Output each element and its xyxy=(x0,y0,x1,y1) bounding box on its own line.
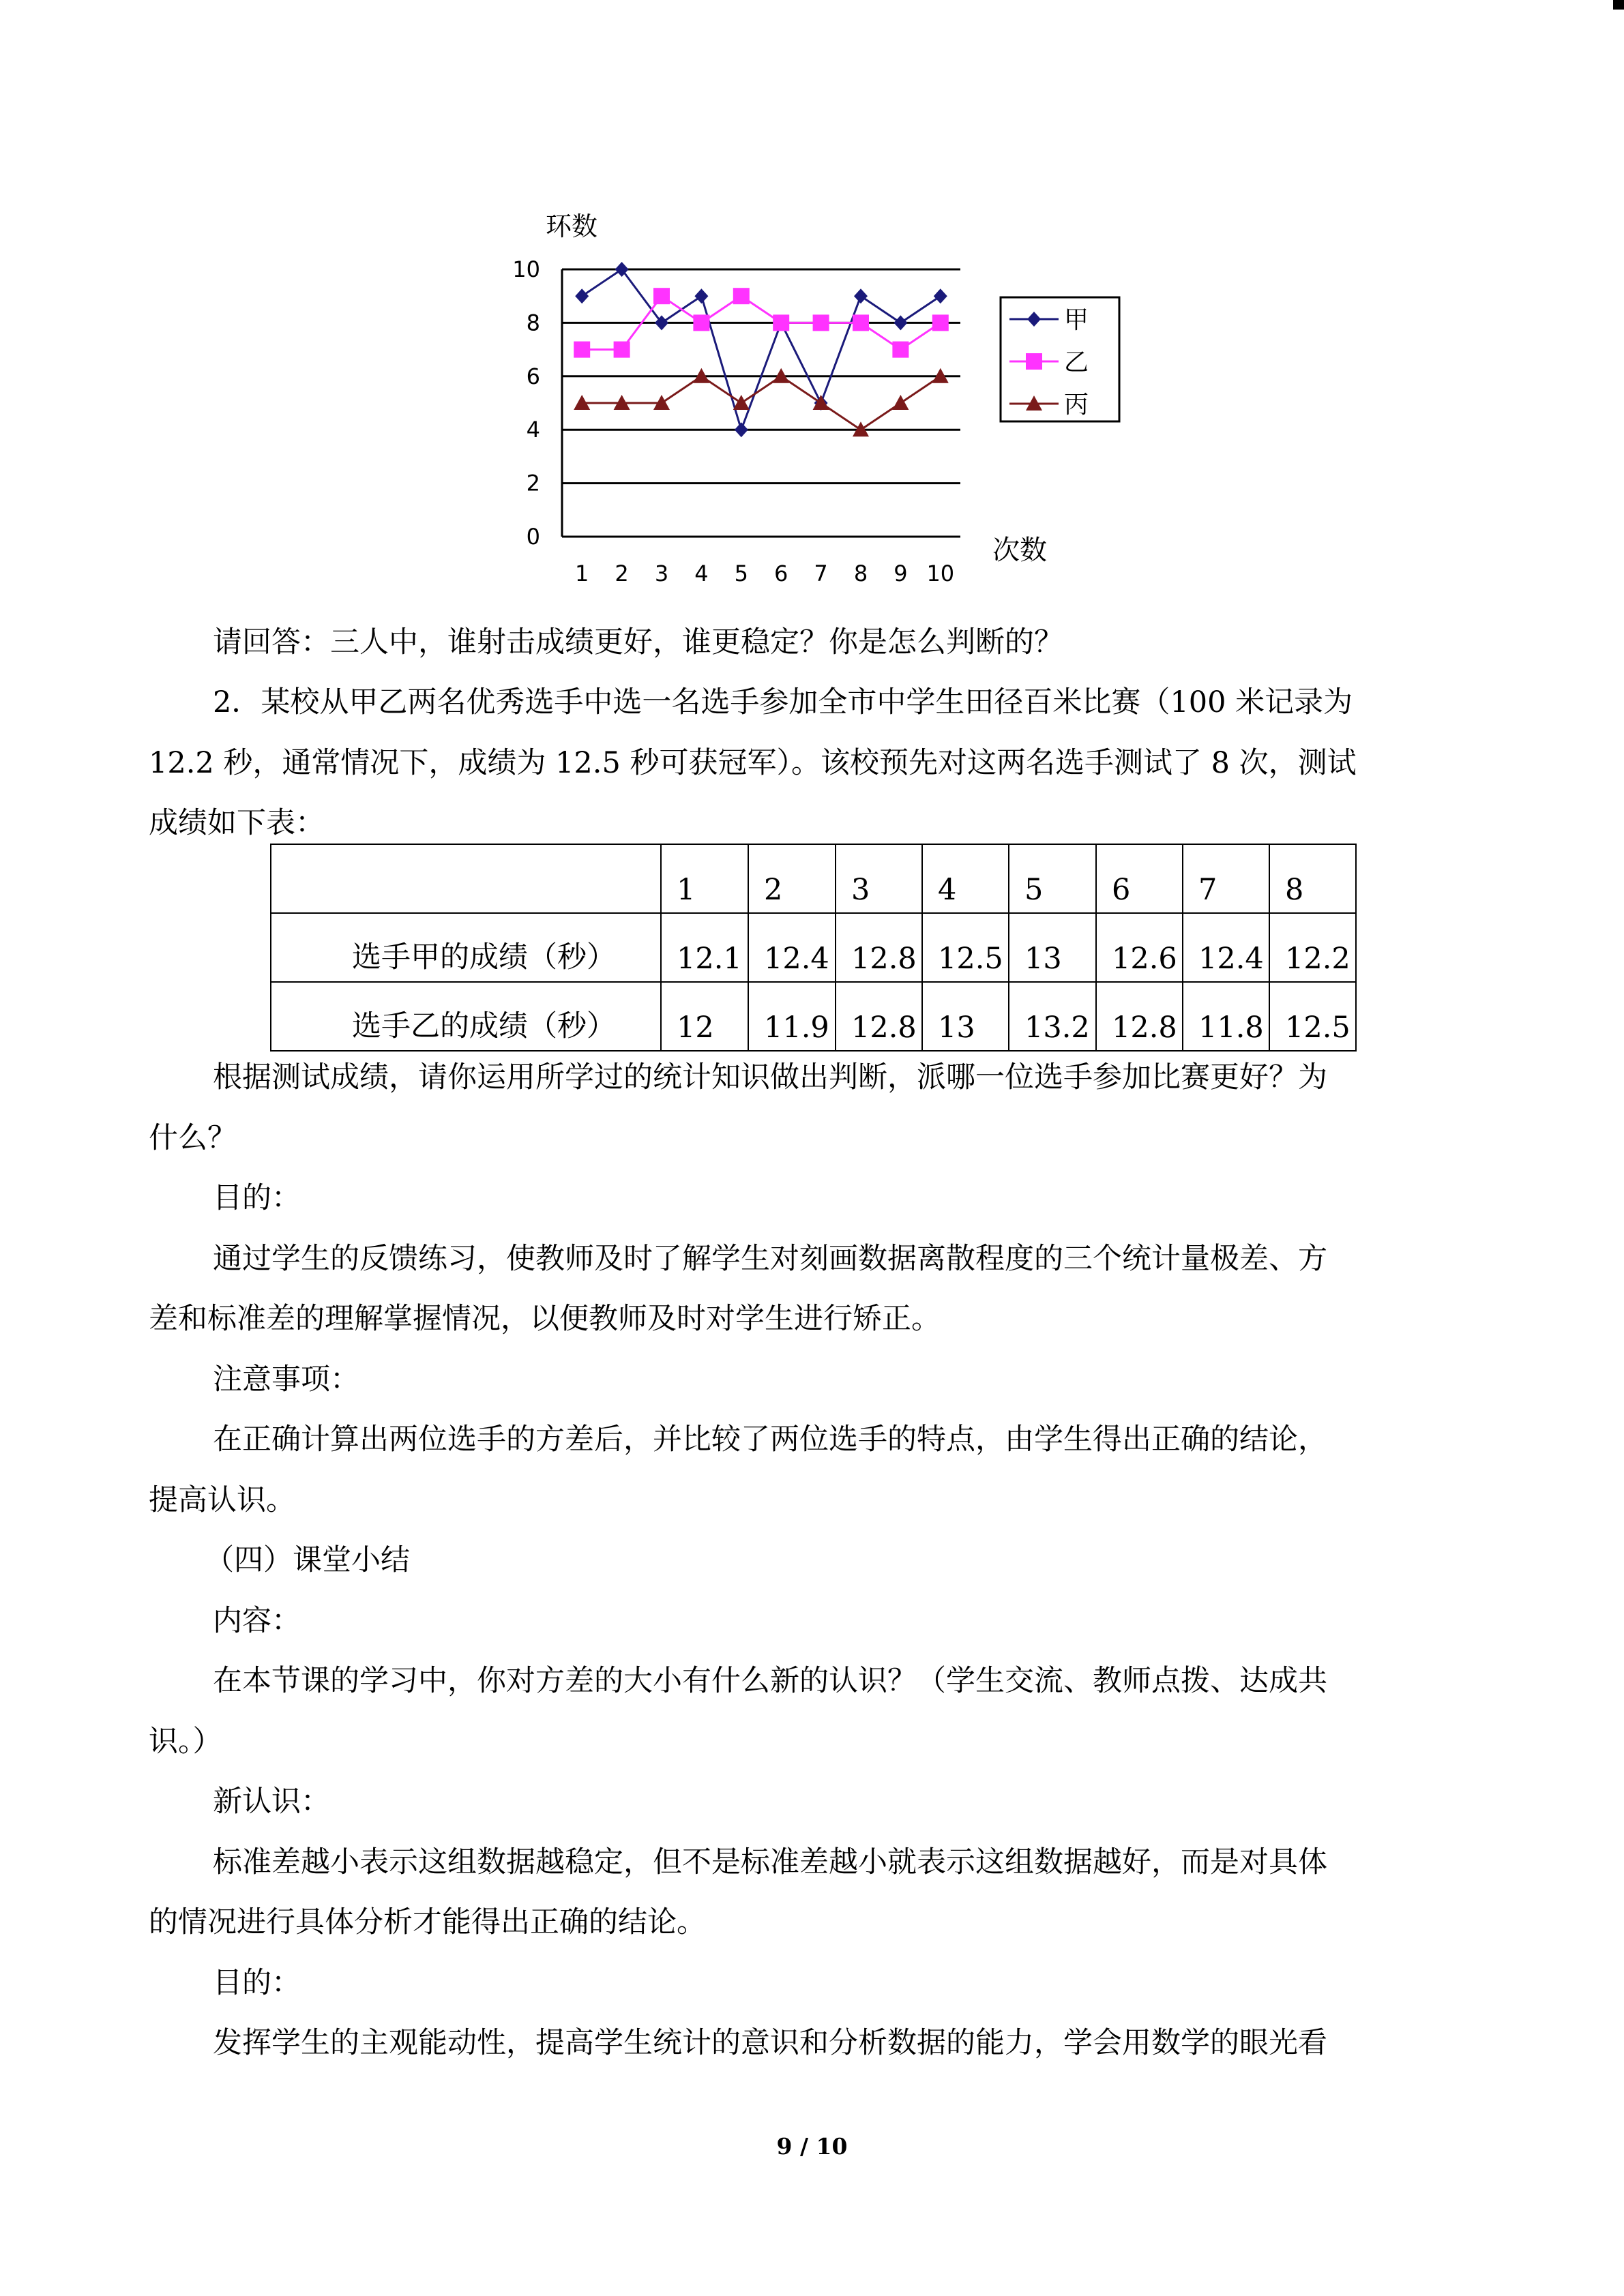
table-corner-cell xyxy=(271,844,661,913)
table-row-player-b xyxy=(271,982,1356,1051)
notes-text-line-1: 在正确计算出两位选手的方差后，并比较了两位选手的特点，由学生得出正确的结论， xyxy=(213,1422,1327,1457)
table-header-cell: 1 xyxy=(661,844,748,913)
y-tick-label: 8 xyxy=(526,310,540,336)
series-point-triangle xyxy=(733,395,750,410)
y-tick-label: 6 xyxy=(526,363,540,389)
page-number: 9 / 10 xyxy=(776,2133,848,2160)
content-text-line-1: 在本节课的学习中，你对方差的大小有什么新的认识？（学生交流、教师点拨、达成共 xyxy=(213,1664,1327,1698)
table-cell: 11.9 xyxy=(748,982,836,1051)
table-header-cell: 7 xyxy=(1183,844,1269,913)
table-cell: 12.5 xyxy=(922,913,1009,982)
shooting-score-line-chart xyxy=(491,198,1146,607)
table-header-cell: 5 xyxy=(1009,844,1096,913)
content-heading: 内容： xyxy=(213,1604,301,1638)
x-tick-label: 3 xyxy=(654,561,669,586)
series-line-diamond xyxy=(582,269,941,430)
table-header-cell: 3 xyxy=(836,844,922,913)
series-point-diamond xyxy=(934,288,947,303)
new-insight-heading: 新认识： xyxy=(213,1785,330,1819)
legend-label: 丙 xyxy=(1064,391,1089,419)
notes-text-line-2: 提高认识。 xyxy=(149,1483,295,1517)
series-point-square xyxy=(853,314,869,331)
series-point-square xyxy=(773,314,789,331)
x-tick-label: 7 xyxy=(814,561,828,586)
y-tick-label: 2 xyxy=(526,470,540,496)
new-insight-line-2: 的情况进行具体分析才能得出正确的结论。 xyxy=(149,1905,706,1939)
series-point-square xyxy=(932,314,949,331)
legend-label: 乙 xyxy=(1064,348,1089,376)
series-line-triangle xyxy=(582,376,941,430)
series-point-square xyxy=(813,314,829,331)
series-point-square xyxy=(614,342,630,358)
table-cell: 12.2 xyxy=(1269,913,1356,982)
purpose-text-line-1: 通过学生的反馈练习，使教师及时了解学生对刻画数据离散程度的三个统计量极差、方 xyxy=(213,1242,1327,1276)
y-tick-label: 10 xyxy=(512,256,540,282)
table-cell: 12.8 xyxy=(836,982,922,1051)
table-header-cell: 2 xyxy=(748,844,836,913)
section-4-heading: （四）课堂小结 xyxy=(205,1543,410,1577)
table-cell: 12.8 xyxy=(1096,982,1183,1051)
series-point-diamond xyxy=(694,288,708,303)
table-cell: 12.5 xyxy=(1269,982,1356,1051)
series-point-square xyxy=(733,288,750,304)
content-text-line-2: 识。） xyxy=(149,1725,222,1759)
series-point-square xyxy=(1026,353,1042,370)
row-label-player-a: 选手甲的成绩（秒） xyxy=(271,913,661,982)
series-point-square xyxy=(892,342,909,358)
series-point-square xyxy=(574,342,590,358)
x-tick-label: 2 xyxy=(615,561,629,586)
table-cell: 12.6 xyxy=(1096,913,1183,982)
purpose-heading: 目的： xyxy=(213,1181,301,1215)
question-2-line-1: 2．某校从甲乙两名优秀选手中选一名选手参加全市中学生田径百米比赛（100 米记录为 xyxy=(213,685,1353,719)
x-tick-label: 6 xyxy=(774,561,788,586)
judge-question-line-2: 什么？ xyxy=(149,1121,237,1155)
x-tick-label: 8 xyxy=(853,561,868,586)
series-point-diamond xyxy=(854,288,868,303)
purpose-2-heading: 目的： xyxy=(213,1966,301,2000)
question-2-line-3: 成绩如下表： xyxy=(149,806,325,840)
table-cell: 12.1 xyxy=(661,913,748,982)
row-label-player-b: 选手乙的成绩（秒） xyxy=(271,982,661,1051)
notes-heading: 注意事项： xyxy=(213,1362,359,1397)
table-cell: 13 xyxy=(1009,913,1096,982)
table-cell: 12 xyxy=(661,982,748,1051)
series-point-triangle xyxy=(892,395,909,410)
table-row-player-a xyxy=(271,913,1356,982)
judge-question-line-1: 根据测试成绩，请你运用所学过的统计知识做出判断，派哪一位选手参加比赛更好？为 xyxy=(213,1060,1327,1094)
purpose-text-line-2: 差和标准差的理解掌握情况，以便教师及时对学生进行矫正。 xyxy=(149,1302,941,1336)
question-2-line-2: 12.2 秒，通常情况下，成绩为 12.5 秒可获冠军）。该校预先对这两名选手测试了 8 次，测试 xyxy=(149,746,1357,780)
series-point-square xyxy=(653,288,670,304)
table-cell: 13 xyxy=(922,982,1009,1051)
x-tick-label: 5 xyxy=(734,561,748,586)
series-point-diamond xyxy=(894,315,907,330)
table-header-cell: 6 xyxy=(1096,844,1183,913)
y-tick-label: 0 xyxy=(526,524,540,550)
table-cell: 13.2 xyxy=(1009,982,1096,1051)
page-corner-mark xyxy=(1613,0,1624,10)
table-header-row xyxy=(271,844,1356,913)
table-header-cell: 4 xyxy=(922,844,1009,913)
y-axis-title: 环数 xyxy=(546,211,598,241)
legend-label: 甲 xyxy=(1064,306,1089,334)
table-header-cell: 8 xyxy=(1269,844,1356,913)
new-insight-line-1: 标准差越小表示这组数据越稳定，但不是标准差越小就表示这组数据越好，而是对具体 xyxy=(213,1845,1327,1879)
x-tick-label: 9 xyxy=(894,561,908,586)
y-tick-label: 4 xyxy=(526,417,540,443)
table-cell: 12.4 xyxy=(748,913,836,982)
sprint-score-table xyxy=(270,844,1357,1052)
series-point-diamond xyxy=(575,288,589,303)
x-axis-title: 次数 xyxy=(992,535,1047,566)
question-1-prompt: 请回答：三人中，谁射击成绩更好，谁更稳定？你是怎么判断的？ xyxy=(213,625,1063,659)
x-tick-label: 10 xyxy=(926,561,955,586)
purpose-2-text-line-1: 发挥学生的主观能动性，提高学生统计的意识和分析数据的能力，学会用数学的眼光看 xyxy=(213,2026,1327,2060)
series-point-square xyxy=(693,314,709,331)
table-cell: 11.8 xyxy=(1183,982,1269,1051)
table-cell: 12.8 xyxy=(836,913,922,982)
x-tick-label: 4 xyxy=(694,561,709,586)
x-tick-label: 1 xyxy=(575,561,589,586)
series-point-diamond xyxy=(735,422,748,437)
table-cell: 12.4 xyxy=(1183,913,1269,982)
